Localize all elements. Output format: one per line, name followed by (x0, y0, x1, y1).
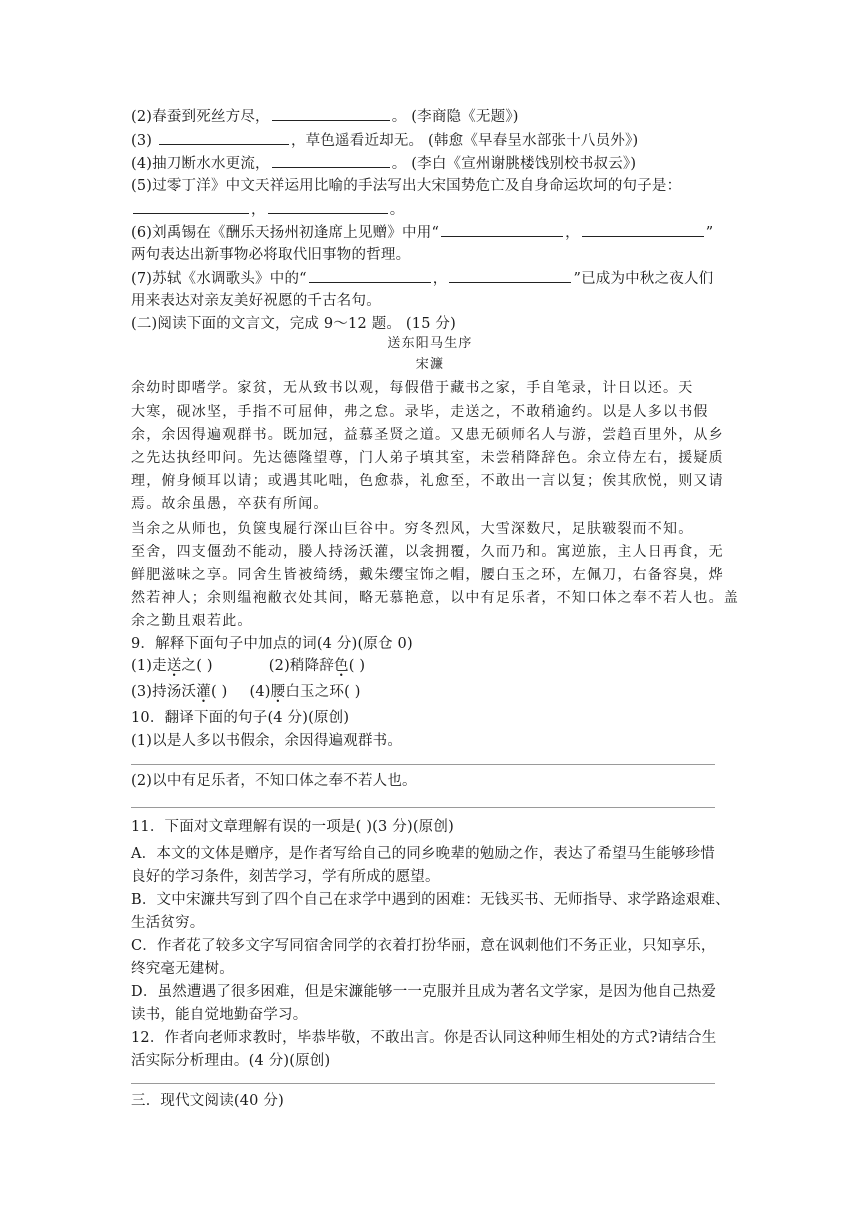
q5-end: 。 (389, 202, 405, 218)
q7-line2: 用来表达对亲友美好祝愿的千古名句。 (131, 293, 381, 309)
passage-line: 鲜肥滋味之享。同舍生皆被绮绣，戴朱缨宝饰之帽，腰白玉之环，左佩刀，右备容臭，烨 (131, 567, 724, 583)
q9-item-3: (3)持汤沃灌( ) (131, 684, 228, 700)
question-4-line (131, 153, 636, 174)
option-c-line-1: C．作者花了较多文字写同宿舍同学的衣着打扮华丽，意在讽刺他们不务正业，只知享乐， (131, 938, 716, 954)
option-a-line-1: A．本文的文体是赠序，是作者写给自己的同乡晚辈的勉励之作，表达了希望马生能够珍惜 (131, 846, 715, 862)
answer-blank[interactable] (159, 130, 289, 145)
answer-blank[interactable] (441, 222, 563, 237)
question-12-line-2: 活实际分析理由。(4 分)(原创) (131, 1053, 331, 1069)
q7-prefix: (7)苏轼《水调歌头》中的“ (131, 271, 307, 287)
q5-text: (5)过零丁洋》中文天祥运用比喻的手法写出大宋国势危亡及自身命运坎坷的句子是： (131, 178, 682, 194)
q6-sep: ， (565, 225, 580, 241)
answer-blank[interactable] (268, 199, 388, 214)
dotted-char: 灌 (196, 684, 211, 700)
q6-line2: 两句表达出新事物必将取代旧事物的哲理。 (131, 247, 411, 263)
question-9-row-2 (131, 682, 361, 702)
answer-blank[interactable] (133, 199, 249, 214)
answer-blank[interactable] (272, 106, 390, 121)
dotted-char: 腰 (270, 684, 286, 700)
passage-author: 宋濂 (415, 357, 445, 372)
question-11-stem: 11．下面对文章理解有误的一项是( )(3 分)(原创) (131, 819, 454, 835)
section-3-heading: 三．现代文阅读(40 分) (131, 1093, 284, 1109)
q4-suffix: 。 (李白《宣州谢朓楼饯别校书叔云》) (391, 156, 637, 172)
answer-blank[interactable] (309, 268, 431, 283)
passage-line: 然若神人；余则缊袍敝衣处其间，略无慕艳意，以中有足乐者，不知口体之奉不若人也。盖 (131, 590, 739, 606)
q9-item-4: (4)腰白玉之环( ) (249, 684, 361, 700)
passage-line: 之先达执经叩问。先达德隆望尊，门人弟子填其室，未尝稍降辞色。余立侍左右，援疑质 (131, 450, 724, 466)
passage-line: 焉。故余虽愚，卒获有所闻。 (131, 496, 329, 512)
question-9-stem: 9．解释下面句子中加点的词(4 分)(原仓 0) (131, 636, 413, 652)
question-10-sentence-2: (2)以中有足乐者，不知口体之奉不若人也。 (131, 773, 417, 789)
passage-line: 余幼时即嗜学。家贫，无从致书以观，每假借于藏书之家，手自笔录，计日以还。天 (131, 380, 694, 396)
q2-suffix: 。 (李商隐《无题》) (391, 109, 519, 125)
question-6-line-2 (131, 245, 410, 265)
question-7-line (131, 268, 713, 289)
q9-item-1: (1)走送之( ) (131, 658, 213, 674)
dotted-char: 送 (166, 658, 182, 674)
question-2-line (131, 106, 519, 127)
answer-blank[interactable] (449, 268, 571, 283)
option-c-line-2: 终究毫无建树。 (131, 961, 234, 977)
q7-sep: ， (432, 271, 448, 287)
passage-line: 当余之从师也，负箧曳屣行深山巨谷中。穷冬烈风，大雪深数尺，足肤皲裂而不知。 (131, 521, 694, 537)
q6-prefix: (6)刘禹锡在《酬乐天扬州初逢席上见赠》中用“ (131, 225, 440, 241)
passage-line: 理，俯身倾耳以请；或遇其叱咄，色愈恭，礼愈至，不敢出一言以复；俟其欣悦，则又请 (131, 473, 724, 489)
answer-blank[interactable] (582, 222, 704, 237)
q2-prefix: (2)春蚕到死丝方尽， (131, 109, 270, 125)
question-5-line (131, 176, 681, 196)
question-3-line (131, 130, 638, 151)
answer-line[interactable] (131, 1083, 715, 1084)
question-6-line (131, 222, 713, 243)
passage-line: 大寒，砚冰坚，手指不可屈伸，弗之怠。录毕，走送之，不敢稍逾约。以是人多以书假 (131, 404, 709, 420)
passage-line: 余之勤且艰若此。 (131, 613, 253, 629)
q3-suffix: ，草色遥看近却无。 (韩愈《早春呈水部张十八员外》) (290, 133, 639, 149)
section-2-heading: (二)阅读下面的文言文，完成 9～12 题。 (15 分) (131, 316, 456, 332)
question-10-stem: 10．翻译下面的句子(4 分)(原创) (131, 710, 350, 726)
passage-title: 送东阳马生序 (387, 336, 473, 351)
question-12-line-1: 12．作者向老师求教时，毕恭毕敬，不敢出言。你是否认同这种师生相处的方式?请结合生 (131, 1030, 717, 1046)
option-a-line-2: 良好的学习条件，刻苦学习，学有所成的愿望。 (131, 869, 440, 885)
option-b-line-1: B．文中宋濂共写到了四个自己在求学中遇到的困难：无钱买书、无师指导、求学路途艰难、 (131, 892, 730, 908)
answer-line[interactable] (131, 807, 715, 808)
option-d-line-1: D．虽然遭遇了很多困难，但是宋濂能够一一克服并且成为著名文学家，是因为他自己热爱 (131, 984, 717, 1000)
dotted-char: 色 (334, 658, 349, 674)
question-10-sentence-1: (1)以是人多以书假余，余因得遍观群书。 (131, 733, 403, 749)
q6-suffix: ” (705, 225, 714, 241)
q5-sep: ， (251, 202, 266, 218)
q3-prefix: (3) (131, 133, 157, 149)
question-9-row-1 (131, 656, 365, 676)
passage-line: 余，余因得遍观群书。既加冠，益慕圣贤之道。又患无硕师名人与游，尝趋百里外，从乡 (131, 427, 724, 443)
question-7-line-2 (131, 291, 381, 311)
q4-prefix: (4)抽刀断水水更流， (131, 156, 270, 172)
passage-line: 至舍，四支僵劲不能动，媵人持汤沃灌，以衾拥覆，久而乃和。寓逆旅，主人日再食，无 (131, 544, 724, 560)
answer-line[interactable] (131, 764, 715, 765)
q7-suffix: ”已成为中秋之夜人们 (573, 271, 714, 287)
q9-item-2: (2)稍降辞色( ) (268, 658, 366, 674)
question-5-answer-line (131, 199, 404, 220)
option-d-line-2: 读书，能自觉地勤奋学习。 (131, 1007, 308, 1023)
option-b-line-2: 生活贫穷。 (131, 915, 205, 931)
answer-blank[interactable] (272, 153, 390, 168)
